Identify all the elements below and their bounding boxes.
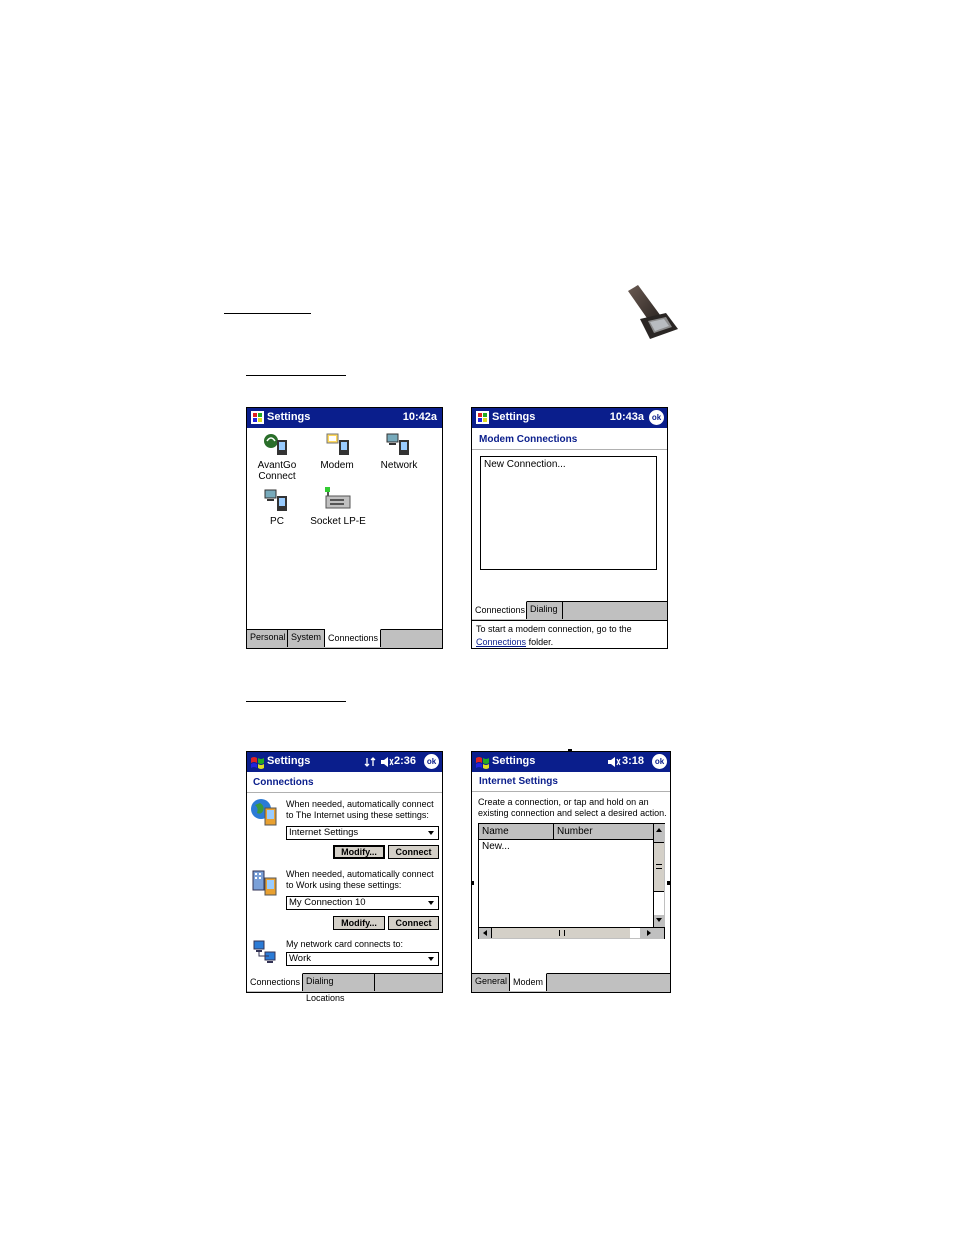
volume-muted-icon[interactable]	[380, 756, 394, 768]
clock[interactable]: 3:18	[621, 755, 644, 767]
tab-dialing-locations[interactable]: Dialing Locations	[303, 973, 375, 991]
vertical-scrollbar[interactable]	[653, 824, 665, 927]
pocket-pc-device-image	[620, 283, 680, 343]
icon-label-socket[interactable]: Socket LP-E	[310, 516, 366, 527]
crop-mark	[568, 749, 572, 751]
clock[interactable]: 10:42a	[402, 411, 437, 423]
chevron-down-icon	[428, 901, 434, 905]
start-menu-icon[interactable]	[250, 754, 265, 769]
crop-mark	[471, 881, 474, 885]
clock[interactable]: 2:36	[393, 755, 416, 767]
connect-internet-button[interactable]: Connect	[388, 845, 439, 859]
page-title: Modem Connections	[479, 434, 578, 445]
window-title: Settings	[492, 411, 536, 423]
scroll-track[interactable]	[654, 892, 664, 915]
tab-modem[interactable]: Modem	[510, 973, 547, 991]
divider	[247, 792, 442, 793]
work-settings-select[interactable]	[286, 896, 439, 910]
ok-button[interactable]: ok	[652, 754, 667, 769]
avantgo-icon[interactable]	[263, 432, 289, 456]
column-header-name[interactable]: Name	[479, 824, 554, 839]
network-icon[interactable]	[385, 432, 411, 456]
socket-card-icon[interactable]	[323, 486, 353, 512]
scroll-up-icon[interactable]	[656, 828, 662, 832]
start-menu-icon[interactable]	[475, 754, 490, 769]
network-select-value: Work	[289, 953, 311, 964]
start-menu-icon[interactable]	[475, 410, 490, 425]
horizontal-scrollbar[interactable]	[479, 927, 664, 939]
modify-internet-button[interactable]: Modify...	[333, 845, 385, 859]
tab-bar	[472, 973, 670, 992]
title-bar	[472, 752, 670, 772]
window-title: Settings	[267, 755, 311, 767]
footer-suffix: folder.	[528, 637, 554, 647]
pc-icon[interactable]	[263, 488, 289, 512]
tab-bar	[247, 629, 442, 648]
chevron-down-icon	[428, 831, 434, 835]
ok-button[interactable]: ok	[649, 410, 664, 425]
icon-label-modem[interactable]: Modem	[320, 460, 354, 471]
crop-mark	[667, 881, 670, 885]
settings-connections-screen	[246, 407, 443, 649]
connections-link[interactable]: Connections	[476, 637, 527, 647]
scroll-left-icon[interactable]	[483, 930, 487, 936]
tab-dialing[interactable]: Dialing	[527, 601, 563, 619]
modem-connections-screen	[471, 407, 668, 649]
ok-button[interactable]: ok	[424, 754, 439, 769]
network-description: My network card connects to:	[286, 939, 404, 949]
connect-work-button[interactable]: Connect	[388, 916, 439, 930]
internet-description: When needed, automatically connect to The Internet using these settings:	[286, 799, 434, 820]
tab-bar	[472, 601, 667, 621]
divider	[472, 449, 667, 450]
connections-list[interactable]	[480, 456, 657, 570]
scroll-right-icon[interactable]	[647, 930, 651, 936]
icon-label-network[interactable]: Network	[380, 460, 418, 471]
scroll-grip-icon	[656, 864, 662, 869]
modem-icon[interactable]	[325, 432, 351, 456]
list-item-new-connection[interactable]: New Connection...	[484, 459, 566, 470]
work-select-value: My Connection 10	[289, 897, 366, 908]
clock[interactable]: 10:43a	[609, 411, 644, 423]
subsection-heading-underline-1	[246, 375, 346, 376]
page-title: Connections	[253, 777, 314, 788]
column-header-number[interactable]: Number	[557, 826, 593, 837]
title-bar	[247, 752, 442, 772]
icon-label-avantgo[interactable]: AvantGo Connect	[257, 460, 297, 482]
modify-work-button[interactable]: Modify...	[333, 916, 385, 930]
tab-general[interactable]: General	[472, 973, 510, 991]
connectivity-icon[interactable]	[364, 756, 376, 768]
tab-connections[interactable]: Connections	[472, 601, 527, 619]
network-card-select[interactable]	[286, 952, 439, 966]
tab-system[interactable]: System	[288, 629, 325, 647]
scroll-down-icon[interactable]	[656, 918, 662, 922]
tab-connections[interactable]: Connections	[247, 973, 303, 991]
tab-personal[interactable]: Personal	[247, 629, 288, 647]
internet-settings-select[interactable]	[286, 826, 439, 840]
title-bar	[247, 408, 442, 428]
internet-globe-icon	[250, 798, 278, 826]
start-menu-icon[interactable]	[250, 410, 265, 425]
footer-help-text	[476, 623, 664, 649]
h-scroll-track[interactable]	[630, 928, 640, 938]
list-item-new[interactable]: New...	[482, 841, 510, 852]
internet-select-value: Internet Settings	[289, 827, 359, 838]
work-description: When needed, automatically connect to Work using these settings:	[286, 869, 434, 890]
window-title: Settings	[267, 411, 311, 423]
tab-bar	[247, 973, 442, 1003]
network-card-icon	[252, 939, 278, 965]
icon-label-pc[interactable]: PC	[270, 516, 284, 527]
instructions-text: Create a connection, or tap and hold on an existing connection and select a desired action.	[478, 797, 667, 818]
volume-muted-icon[interactable]	[607, 756, 621, 768]
internet-settings-screen	[471, 751, 671, 993]
h-scroll-grip-icon	[559, 930, 565, 936]
footer-prefix: To start a modem connection, go to the	[476, 624, 632, 634]
chevron-down-icon	[428, 957, 434, 961]
table-header	[479, 824, 653, 840]
window-title: Settings	[492, 755, 536, 767]
title-bar	[472, 408, 667, 428]
page-title: Internet Settings	[479, 776, 558, 787]
work-building-icon	[250, 868, 278, 896]
connections-screen	[246, 751, 443, 1003]
section-heading-underline	[224, 313, 311, 314]
connections-table[interactable]	[478, 823, 665, 939]
divider	[472, 791, 670, 792]
tab-connections[interactable]: Connections	[325, 629, 381, 647]
subsection-heading-underline-2	[246, 701, 346, 702]
